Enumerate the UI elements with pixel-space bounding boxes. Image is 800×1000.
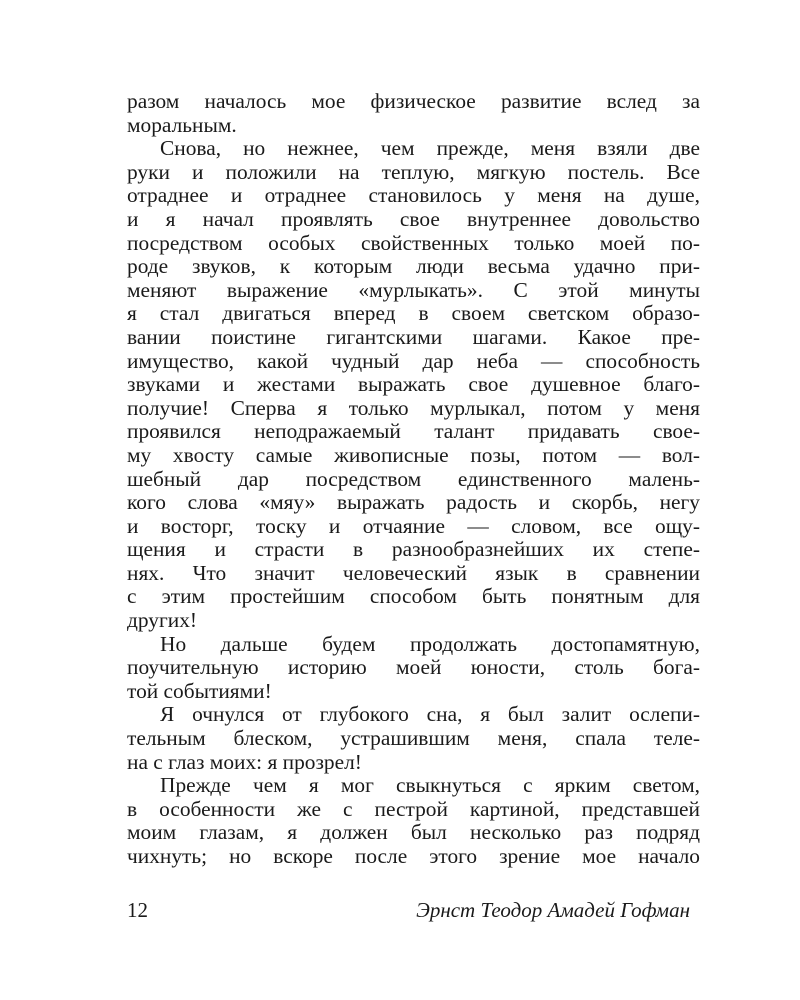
text-line: звуками и жестами выражать свое душевное благо-	[127, 373, 700, 397]
text-line: и я начал проявлять свое внутреннее довольство	[127, 207, 700, 231]
text-line: моральным.	[127, 113, 237, 137]
text-line: на с глаз моих: я прозрел!	[127, 750, 362, 774]
text-line: тельным блеском, устрашившим меня, спала теле-	[127, 727, 700, 751]
text-line: моим глазам, я должен был несколько раз подряд	[127, 821, 700, 845]
text-line: чихнуть; но вскоре после этого зрение мое начало	[127, 845, 700, 868]
paragraph	[127, 90, 700, 137]
paragraph	[127, 774, 700, 868]
text-line: нях. Что значит человеческий язык в сравнении	[127, 561, 700, 585]
page-footer	[127, 898, 700, 926]
text-line: и восторг, тоску и отчаяние — словом, все ощу-	[127, 514, 700, 538]
text-line: щения и страсти в разнообразнейших их степе-	[127, 538, 700, 562]
text-line: разом началось мое физическое развитие вслед за	[127, 90, 700, 113]
text-line: Но дальше будем продолжать достопамятную,	[160, 632, 700, 656]
text-line: Прежде чем я мог свыкнуться с ярким светом,	[160, 774, 700, 798]
running-title: Эрнст Теодор Амадей Гофман	[416, 898, 690, 922]
page-number: 12	[127, 898, 148, 922]
text-line: роде звуков, к которым люди весьма удачно при-	[127, 255, 700, 279]
body-text	[127, 90, 700, 869]
paragraph	[127, 137, 700, 632]
paragraph	[127, 703, 700, 774]
text-line: получие! Сперва я только мурлыкал, потом у меня	[127, 396, 700, 420]
text-line: других!	[127, 609, 198, 633]
text-line: имущество, какой чудный дар неба — способность	[127, 349, 700, 373]
text-line: той событиями!	[127, 679, 272, 703]
text-line: в особенности же с пестрой картиной, представшей	[127, 797, 700, 821]
text-line: поучительную историю моей юности, столь бога-	[127, 656, 700, 680]
text-line: посредством особых свойственных только моей по-	[127, 231, 700, 255]
text-line: шебный дар посредством единственного малень-	[127, 467, 700, 491]
text-line: отраднее и отраднее становилось у меня на душе,	[127, 184, 700, 208]
text-line: руки и положили на теплую, мягкую постель. Все	[127, 160, 700, 184]
text-line: вании поистине гигантскими шагами. Какое пре-	[127, 325, 700, 349]
text-line: кого слова «мяу» выражать радость и скорбь, негу	[127, 491, 700, 515]
text-line: му хвосту самые живописные позы, потом — вол-	[127, 443, 700, 467]
text-line: я стал двигаться вперед в своем светском образо-	[127, 302, 700, 326]
text-line: проявился неподражаемый талант придавать свое-	[127, 420, 700, 444]
paragraph	[127, 633, 700, 704]
text-line: Снова, но нежнее, чем прежде, меня взяли две	[160, 137, 700, 161]
text-line: Я очнулся от глубокого сна, я был залит ослепи-	[160, 703, 700, 727]
text-line: меняют выражение «мурлыкать». С этой минуты	[127, 278, 700, 302]
text-line: с этим простейшим способом быть понятным для	[127, 585, 700, 609]
